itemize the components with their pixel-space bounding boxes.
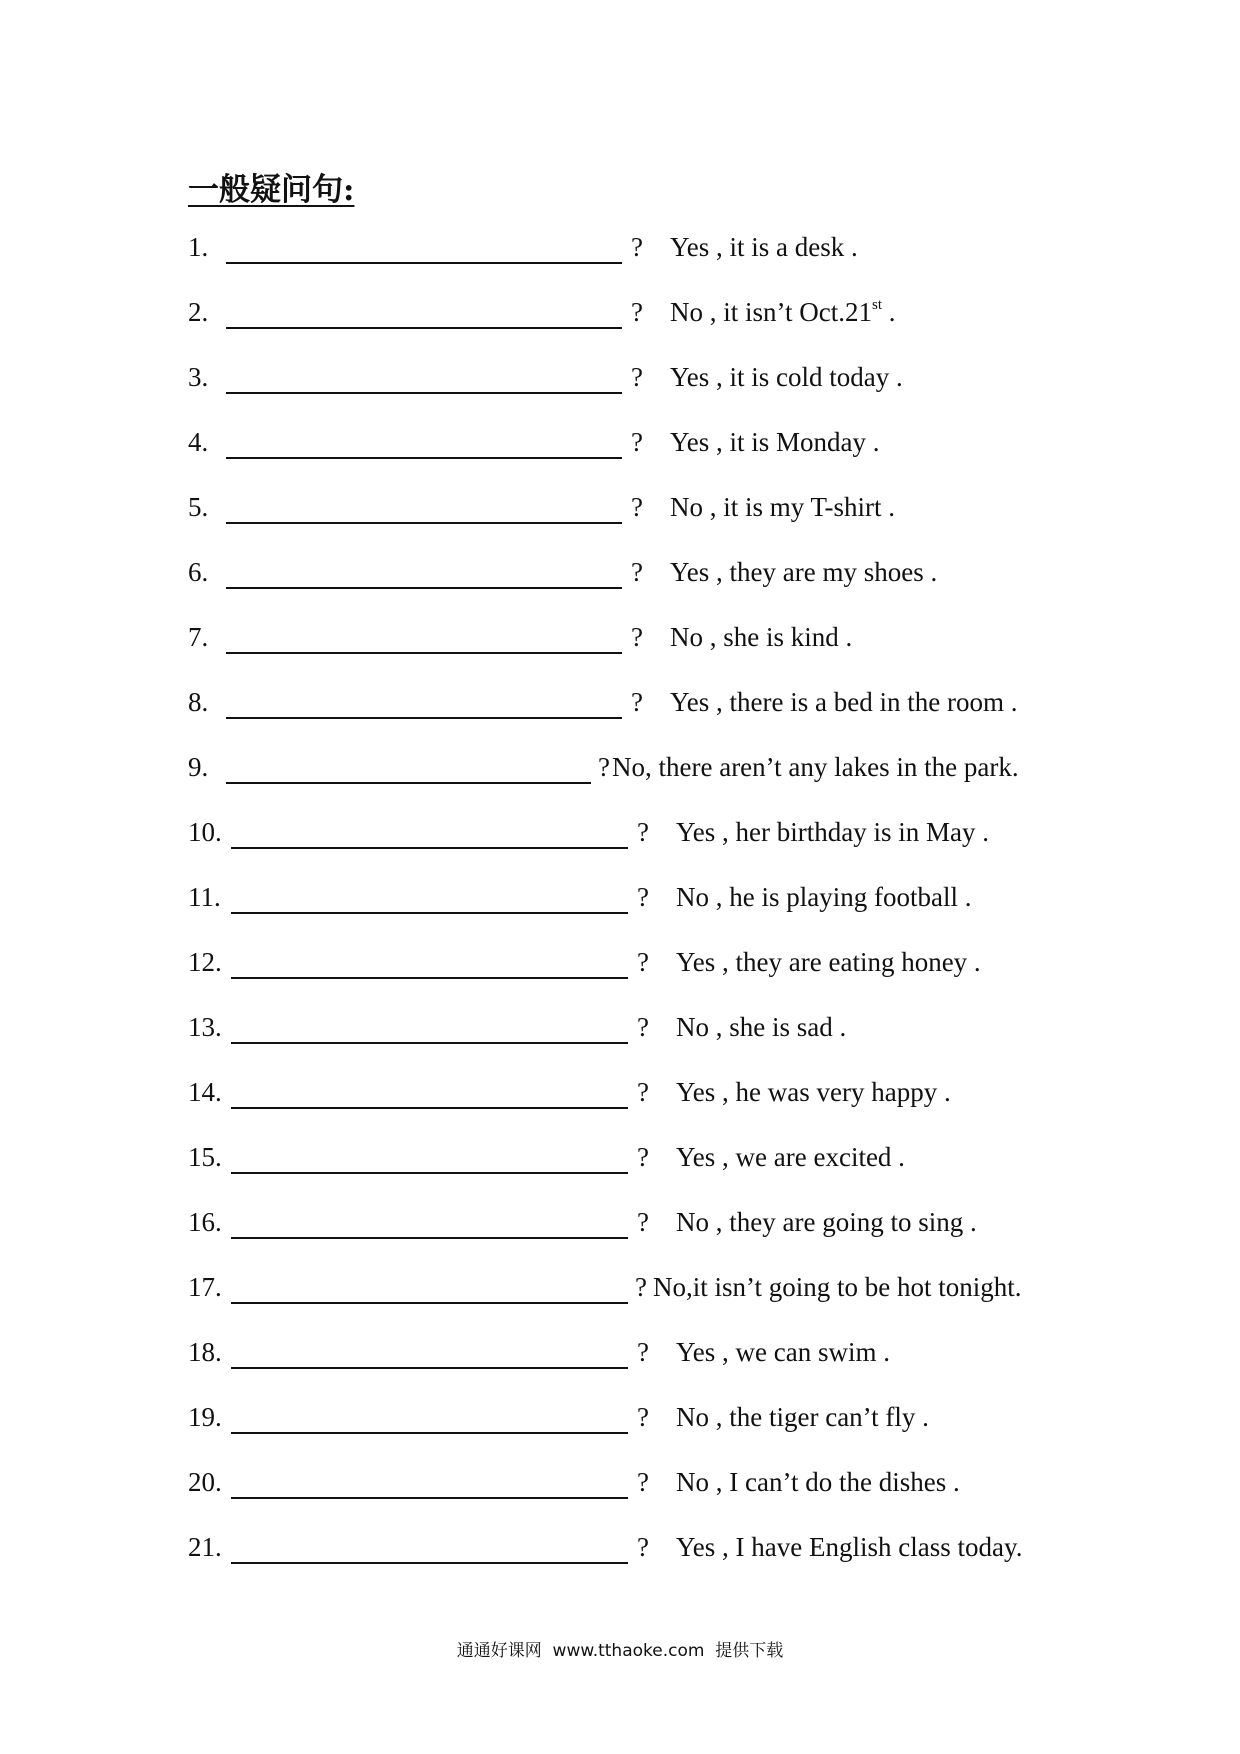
answer-text: No , the tiger can’t fly . bbox=[676, 1402, 929, 1432]
exercise-item bbox=[188, 882, 1088, 922]
exercise-item bbox=[188, 1272, 1088, 1312]
answer-text: No , they are going to sing . bbox=[676, 1207, 977, 1237]
question-mark: ? bbox=[631, 362, 643, 392]
answer-text: Yes , I have English class today. bbox=[676, 1532, 1023, 1562]
question-mark: ? bbox=[637, 817, 649, 847]
answer-text: No , he is playing football . bbox=[676, 882, 972, 912]
answer-text: Yes , we are excited . bbox=[676, 1142, 905, 1172]
footer-credit: 通通好课网 www.tthaoke.com 提供下载 bbox=[456, 1641, 784, 1661]
answer-blank-line[interactable] bbox=[231, 1432, 628, 1434]
item-number: 7. bbox=[188, 622, 209, 652]
answer-blank-line[interactable] bbox=[231, 912, 628, 914]
item-number: 14. bbox=[188, 1077, 222, 1107]
question-mark: ? bbox=[637, 882, 649, 912]
ordinal-superscript: st bbox=[872, 297, 883, 313]
exercise-item bbox=[188, 492, 1088, 532]
item-number: 15. bbox=[188, 1142, 222, 1172]
answer-blank-line[interactable] bbox=[231, 1367, 628, 1369]
item-number: 5. bbox=[188, 492, 209, 522]
item-number: 3. bbox=[188, 362, 209, 392]
item-number: 6. bbox=[188, 557, 209, 587]
item-number: 9. bbox=[188, 752, 209, 782]
answer-text: No , it is my T-shirt . bbox=[670, 492, 896, 522]
item-number: 18. bbox=[188, 1337, 222, 1367]
answer-text: No , she is sad . bbox=[676, 1012, 847, 1042]
answer-text: Yes , there is a bed in the room . bbox=[670, 687, 1018, 717]
answer-text: Yes , it is Monday . bbox=[670, 427, 880, 457]
answer-blank-line[interactable] bbox=[226, 522, 622, 524]
answer-text: Yes , they are my shoes . bbox=[670, 557, 938, 587]
page-title: 一般疑问句: bbox=[188, 172, 355, 208]
answer-blank-line[interactable] bbox=[226, 457, 622, 459]
question-mark: ? bbox=[637, 1402, 649, 1432]
answer-text: Yes , her birthday is in May . bbox=[676, 817, 989, 847]
question-mark: ? bbox=[631, 557, 643, 587]
question-mark: ? bbox=[637, 1467, 649, 1497]
question-mark: ? bbox=[637, 1337, 649, 1367]
answer-blank-line[interactable] bbox=[226, 587, 622, 589]
exercise-item bbox=[188, 1077, 1088, 1117]
exercise-item bbox=[188, 1532, 1088, 1572]
answer-text: No , she is kind . bbox=[670, 622, 853, 652]
item-number: 11. bbox=[188, 882, 221, 912]
question-mark: ? bbox=[598, 752, 610, 782]
question-mark: ? bbox=[631, 687, 643, 717]
answer-blank-line[interactable] bbox=[231, 1562, 628, 1564]
answer-blank-line[interactable] bbox=[231, 1237, 628, 1239]
question-mark: ? bbox=[637, 947, 649, 977]
answer-blank-line[interactable] bbox=[226, 392, 622, 394]
question-mark: ? bbox=[631, 427, 643, 457]
exercise-item bbox=[188, 1337, 1088, 1377]
question-mark: ? bbox=[637, 1077, 649, 1107]
exercise-item bbox=[188, 1207, 1088, 1247]
answer-blank-line[interactable] bbox=[226, 717, 622, 719]
answer-text: No , it isn’t Oct.21st . bbox=[670, 297, 896, 327]
exercise-item bbox=[188, 557, 1088, 597]
answer-blank-line[interactable] bbox=[231, 1302, 628, 1304]
item-number: 19. bbox=[188, 1402, 222, 1432]
question-mark: ? bbox=[631, 622, 643, 652]
answer-text: Yes , they are eating honey . bbox=[676, 947, 981, 977]
answer-blank-line[interactable] bbox=[226, 782, 591, 784]
question-mark: ? bbox=[631, 232, 643, 262]
answer-text: No,it isn’t going to be hot tonight. bbox=[653, 1272, 1022, 1302]
exercise-item bbox=[188, 1142, 1088, 1182]
answer-blank-line[interactable] bbox=[231, 977, 628, 979]
exercise-item bbox=[188, 1402, 1088, 1442]
item-number: 13. bbox=[188, 1012, 222, 1042]
question-mark: ? bbox=[631, 492, 643, 522]
question-mark: ? bbox=[635, 1272, 647, 1302]
exercise-item bbox=[188, 427, 1088, 467]
answer-blank-line[interactable] bbox=[231, 1107, 628, 1109]
item-number: 10. bbox=[188, 817, 222, 847]
answer-blank-line[interactable] bbox=[226, 652, 622, 654]
exercise-item bbox=[188, 947, 1088, 987]
answer-blank-line[interactable] bbox=[231, 847, 628, 849]
answer-text: Yes , he was very happy . bbox=[676, 1077, 951, 1107]
answer-blank-line[interactable] bbox=[231, 1172, 628, 1174]
question-mark: ? bbox=[637, 1012, 649, 1042]
answer-text: No , I can’t do the dishes . bbox=[676, 1467, 960, 1497]
item-number: 8. bbox=[188, 687, 209, 717]
question-mark: ? bbox=[637, 1207, 649, 1237]
answer-blank-line[interactable] bbox=[231, 1042, 628, 1044]
exercise-item bbox=[188, 752, 1088, 792]
exercise-item bbox=[188, 362, 1088, 402]
answer-blank-line[interactable] bbox=[226, 262, 622, 264]
item-number: 1. bbox=[188, 232, 209, 262]
question-mark: ? bbox=[631, 297, 643, 327]
item-number: 20. bbox=[188, 1467, 222, 1497]
question-mark: ? bbox=[637, 1142, 649, 1172]
item-number: 12. bbox=[188, 947, 222, 977]
item-number: 17. bbox=[188, 1272, 222, 1302]
answer-text: Yes , it is a desk . bbox=[670, 232, 858, 262]
exercise-item bbox=[188, 817, 1088, 857]
exercise-item bbox=[188, 1012, 1088, 1052]
answer-text: Yes , we can swim . bbox=[676, 1337, 890, 1367]
exercise-item bbox=[188, 687, 1088, 727]
exercise-item bbox=[188, 1467, 1088, 1507]
exercise-item bbox=[188, 297, 1088, 337]
answer-blank-line[interactable] bbox=[231, 1497, 628, 1499]
item-number: 4. bbox=[188, 427, 209, 457]
exercise-item bbox=[188, 622, 1088, 662]
item-number: 2. bbox=[188, 297, 209, 327]
answer-text: Yes , it is cold today . bbox=[670, 362, 903, 392]
item-number: 21. bbox=[188, 1532, 222, 1562]
answer-text: No, there aren’t any lakes in the park. bbox=[612, 752, 1019, 782]
exercise-item bbox=[188, 232, 1088, 272]
question-mark: ? bbox=[637, 1532, 649, 1562]
answer-blank-line[interactable] bbox=[226, 327, 622, 329]
item-number: 16. bbox=[188, 1207, 222, 1237]
